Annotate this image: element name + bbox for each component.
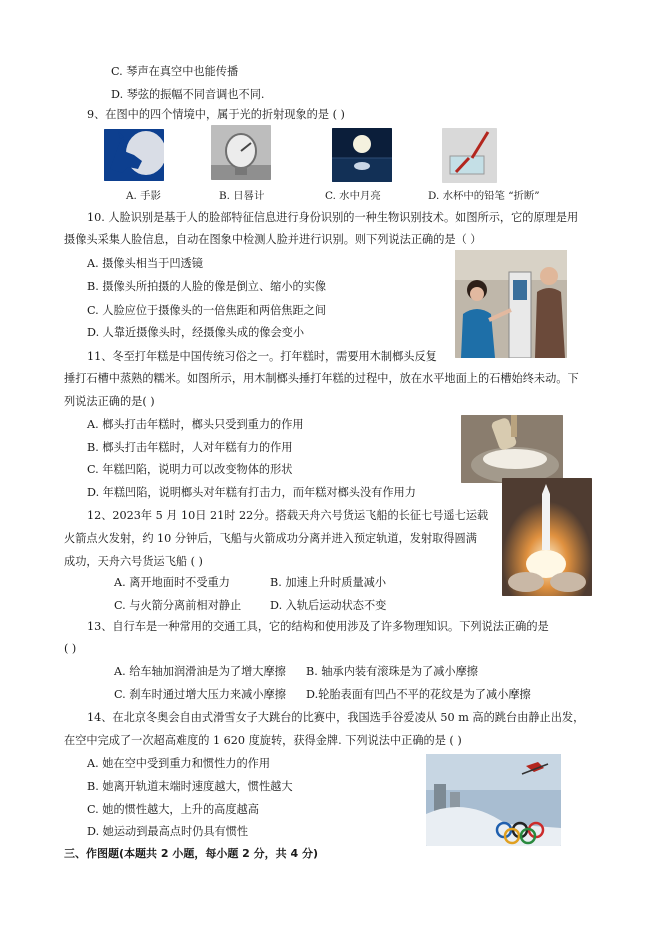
q10-option-d: D. 人靠近摄像头时，经摄像头成的像会变小 — [87, 326, 305, 339]
pencil-in-water-image — [442, 128, 497, 183]
q11-option-a: A. 榔头打击年糕时，榔头只受到重力的作用 — [87, 418, 304, 431]
q11-option-b: B. 榔头打击年糕时，人对年糕有力的作用 — [87, 441, 293, 454]
q12-option-d: D. 入轨后运动状态不变 — [270, 599, 387, 612]
q11-option-c: C. 年糕凹陷，说明力可以改变物体的形状 — [87, 463, 293, 476]
q8-option-d: D. 琴弦的振幅不同音调也不同. — [111, 88, 265, 101]
q11-option-d: D. 年糕凹陷，说明榔头对年糕有打击力，而年糕对榔头没有作用力 — [87, 486, 416, 499]
q13-option-d: D.轮胎表面有凹凸不平的花纹是为了减小摩擦 — [306, 688, 531, 701]
q12-line-3: 成功，天舟六号货运飞船 ( ) — [64, 555, 203, 568]
q13-option-a: A. 给车轴加润滑油是为了增大摩擦 — [114, 665, 286, 678]
rice-cake-pounding-image — [461, 415, 563, 483]
q11-line-1: 11、冬至打年糕是中国传统习俗之一。打年糕时，需要用木制榔头反复 — [87, 350, 437, 363]
q13-line-1: 13、自行车是一种常用的交通工具，它的结构和使用涉及了许多物理知识。下列说法正确的是 — [87, 620, 549, 633]
q11-line-3: 列说法正确的是( ) — [64, 395, 155, 408]
shadow-puppet-image — [104, 129, 164, 181]
q9-caption-d: D. 水杯中的铅笔 “折断” — [428, 190, 540, 202]
q14-option-d: D. 她运动到最高点时仍具有惯性 — [87, 825, 249, 838]
q12-option-c: C. 与火箭分离前相对静止 — [114, 599, 242, 612]
q14-option-c: C. 她的惯性越大，上升的高度越高 — [87, 803, 259, 816]
q10-option-b: B. 摄像头所拍摄的人脸的像是倒立、缩小的实像 — [87, 280, 327, 293]
q10-line-2: 摄像头采集人脸信息，自动在图象中检测人脸并进行识别。则下列说法正确的是（ ） — [64, 233, 482, 246]
q13-line-2: ( ) — [64, 642, 77, 655]
q8-option-c: C. 琴声在真空中也能传播 — [111, 65, 239, 78]
q10-option-c: C. 人脸应位于摄像头的一倍焦距和两倍焦距之间 — [87, 304, 327, 317]
q10-option-a: A. 摄像头相当于凹透镜 — [87, 257, 203, 270]
rocket-launch-image — [502, 478, 592, 596]
q14-option-b: B. 她离开轨道末端时速度越大，惯性越大 — [87, 780, 293, 793]
q9-stem: 9、在图中的四个情境中，属于光的折射现象的是 ( ) — [87, 108, 345, 121]
q10-line-1: 10. 人脸识别是基于人的脸部特征信息进行身份识别的一种生物识别技术。如图所示，它的原理是用 — [87, 211, 579, 224]
q12-line-2: 火箭点火发射，约 10 分钟后，飞船与火箭成功分离并进入预定轨道，发射取得圆满 — [64, 532, 477, 545]
face-recognition-image — [455, 250, 567, 358]
ski-jump-image — [426, 754, 561, 846]
section-3-heading: 三、作图题(本题共 2 小题，每小题 2 分，共 4 分) — [64, 847, 318, 860]
moon-reflection-image — [332, 128, 392, 182]
q12-option-b: B. 加速上升时质量减小 — [270, 576, 387, 589]
q14-line-1: 14、在北京冬奥会自由式滑雪女子大跳台的比赛中，我国选手谷爱凌从 50 m 高的跳台由静止出发， — [87, 711, 585, 724]
q9-caption-c: C. 水中月亮 — [325, 190, 381, 202]
q14-line-2: 在空中完成了一次超高难度的 1 620 度旋转，获得金牌. 下列说法中正确的是 ( ) — [64, 734, 462, 747]
q11-line-2: 捶打石槽中蒸熟的糯米。如图所示，用木制榔头捶打年糕的过程中，放在水平地面上的石槽始终未动。下 — [64, 372, 579, 385]
q12-option-a: A. 离开地面时不受重力 — [114, 576, 230, 589]
q9-caption-a: A. 手影 — [126, 190, 161, 202]
q14-option-a: A. 她在空中受到重力和惯性力的作用 — [87, 757, 271, 770]
q12-line-1: 12、2023年 5 月 10日 21时 22分。搭载天舟六号货运飞船的长征七号遥七运载 — [87, 509, 489, 522]
sundial-image — [211, 125, 271, 180]
q9-caption-b: B. 日晷计 — [219, 190, 265, 202]
q13-option-b: B. 轴承内装有滚珠是为了减小摩擦 — [306, 665, 478, 678]
q13-option-c: C. 刹车时通过增大压力来减小摩擦 — [114, 688, 286, 701]
